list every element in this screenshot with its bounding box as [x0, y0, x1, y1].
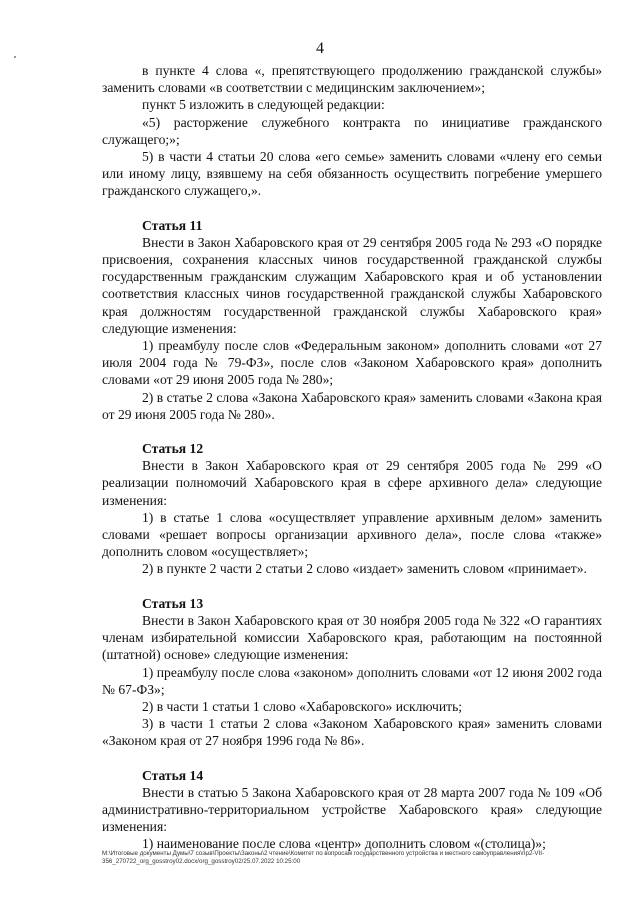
spacer: [102, 750, 602, 767]
paragraph: 1) преамбулу после слов «Федеральным законом» дополнить словами «от 27 июля 2004 года № 79-ФЗ», после слов «Законом Хабаровского края» дополнить словами «от 29 июня 2005 года № 280»;: [102, 338, 602, 388]
scan-speck: [14, 56, 16, 58]
document-body: [102, 62, 602, 853]
article-heading: Статья 13: [142, 595, 204, 611]
article-heading: Статья 14: [142, 767, 204, 783]
paragraph: Внести в статью 5 Закона Хабаровского края от 28 марта 2007 года № 109 «Об административно-территориальном устройстве Хабаровского края» следующие изменения:: [102, 784, 602, 835]
paragraph: 1) наименование после слова «центр» дополнить словом «(столица)»;: [142, 836, 546, 852]
paragraph: Внести в Закон Хабаровского края от 29 сентября 2005 года № 299 «О реализации полномочий Хабаровского края в сфере архивного дела» следующие изменения:: [102, 458, 602, 508]
paragraph: 1) в статье 1 слова «осуществляет управление архивным делом» заменить словами «решает вопросы организации архивного дела», после слова «также» дополнить словом «осуществляет»;: [102, 509, 602, 560]
spacer: [102, 578, 602, 595]
paragraph: «5) расторжение служебного контракта по инициативе гражданского служащего;»;: [102, 114, 602, 147]
paragraph: в пункте 4 слова «, препятствующего продолжению гражданской службы» заменить словами «в соответствии с медицинским заключением»;: [102, 63, 602, 96]
paragraph: 5) в части 4 статьи 20 слова «его семье» заменить словами «члену его семьи или иному лицу, взявшему на себя обязанность осуществить погребение умершего гражданского служащего,».: [102, 149, 602, 199]
paragraph: пункт 5 изложить в следующей редакции:: [142, 97, 385, 113]
article-heading: Статья 12: [142, 441, 204, 457]
paragraph: 2) в части 1 статьи 1 слово «Хабаровского» исключить;: [142, 698, 463, 714]
paragraph: 2) в статье 2 слова «Закона Хабаровского края» заменить словами «Закона края от 29 июня 2005 года № 280».: [102, 389, 602, 422]
page-number: 4: [316, 40, 324, 57]
paragraph: 3) в части 1 статьи 2 слова «Законом Хабаровского края» заменить словами «Законом края от 27 ноября 1996 года № 86».: [102, 716, 602, 749]
paragraph: 2) в пункте 2 части 2 статьи 2 слово «издает» заменить словом «принимает».: [142, 561, 587, 577]
paragraph: Внести в Закон Хабаровского края от 30 ноября 2005 года № 322 «О гарантиях членам избирательной комиссии Хабаровского края, работающим на постоянной (штатной) основе» следующие изменения:: [102, 612, 602, 663]
paragraph: Внести в Закон Хабаровского края от 29 сентября 2005 года № 293 «О порядке присвоения, сохранения классных чинов государственной гражданской службы государственным гражданским служащим Хабаровского края и об установлении соответствия классных чинов государственной гражданской службы Хабаровского края должностям государственной гражданской службы Хабаровского края» следующие изменения:: [102, 234, 602, 336]
spacer: [102, 423, 602, 440]
footer-file-path: M:\Итоговые документы Думы\7 созыв\Проекты\Законы\2 чтение\Комитет по вопросам государственного устройства и местного самоуправления\пр2-VII-356_270722_org_gosstroy02.docx/org_gosstroy02/25.07.2022 10:25:00: [102, 850, 545, 865]
paragraph: 1) преамбулу после слова «законом» дополнить словами «от 12 июня 2002 года № 67-ФЗ»;: [102, 664, 602, 697]
spacer: [102, 200, 602, 217]
article-heading: Статья 11: [142, 217, 203, 233]
